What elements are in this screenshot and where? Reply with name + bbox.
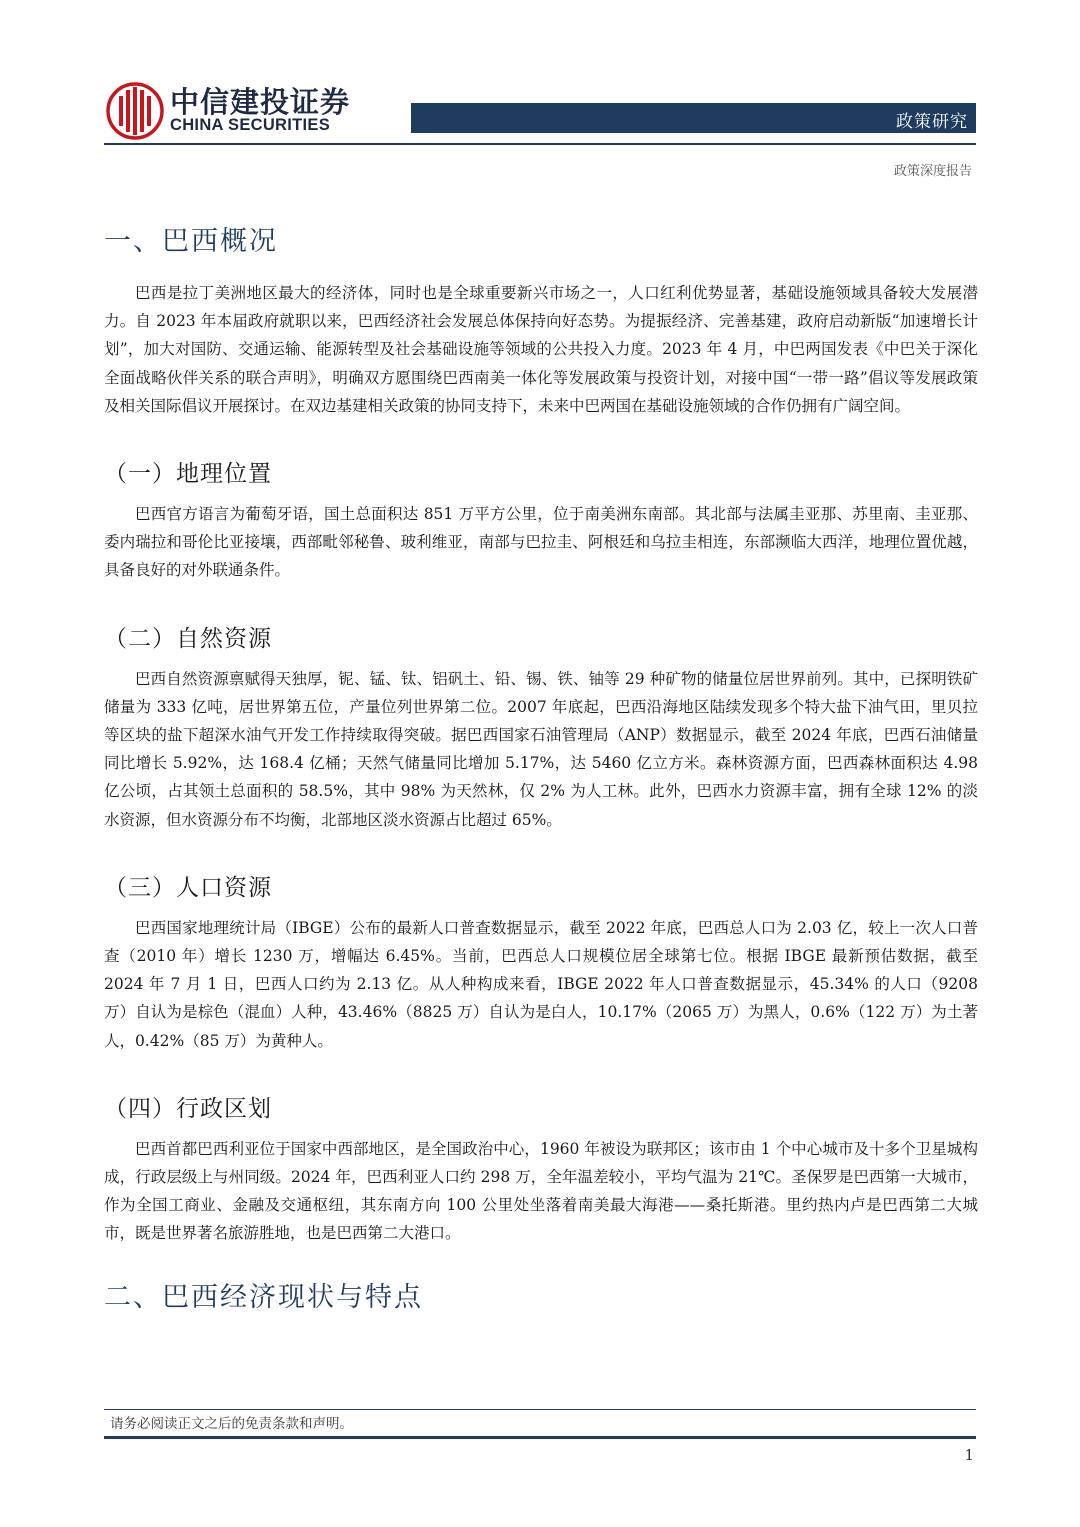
resources-paragraph: 巴西自然资源禀赋得天独厚，铌、锰、钛、铝矾土、铅、锡、铁、铀等 29 种矿物的储量位居世界前列。其中，已探明铁矿储量为 333 亿吨，居世界第五位，产量位列世界第二位。2007 年底起，巴西沿海地区陆续发现多个特大盐下油气田，里贝拉等区块的盐下超深水油气开发工作持续取得突破。据巴西国家石油管理局（ANP）数据显示，截至 2024 年底，巴西石油储量同比增长 5.92%，达 168.4 亿桶；天然气储量同比增加 5.17%，达 5460 亿立方米。森林资源方面，巴西森林面积达 4.98 亿公顷，占其领土总面积的 58.5%，其中 98% 为天然林，仅 2% 为人工林。此外，巴西水力资源丰富，拥有全球 12% 的淡水资源，但水资源分布不均衡，北部地区淡水资源占比超过 65%。: [104, 669, 978, 829]
disclaimer-note: 请务必阅读正文之后的免责条款和声明。: [110, 1416, 353, 1432]
subsection-heading-resources: （二）自然资源: [104, 625, 272, 652]
subsection-heading-geography: （一）地理位置: [104, 461, 272, 488]
main-content: [104, 222, 978, 1335]
administration-paragraph: 巴西首都巴西利亚位于国家中西部地区，是全国政治中心，1960 年被设为联邦区；该市由 1 个中心城市及十多个卫星城构成，行政层级上与州同级。2024 年，巴西利亚人口约 298 万，全年温差较小，平均气温为 21℃。圣保罗是巴西第一大城市，作为全国工商业、金融及交通枢纽，其东南方向 100 公里处坐落着南美最大海港——桑托斯港。里约热内卢是巴西第二大城市，既是世界著名旅游胜地，也是巴西第二大港口。: [104, 1139, 978, 1243]
subsection-heading-administration: （四）行政区划: [104, 1095, 272, 1122]
page-header: [0, 0, 1080, 190]
section-heading-2: 二、巴西经济现状与特点: [104, 1281, 423, 1313]
brand-name-en: CHINA SECURITIES: [170, 116, 331, 134]
page-number: 1: [964, 1446, 974, 1464]
brand-name-cn: 中信建投证券: [170, 85, 351, 119]
section-heading-1: 一、巴西概况: [104, 226, 278, 257]
overview-paragraph: 巴西是拉丁美洲地区最大的经济体，同时也是全球重要新兴市场之一，人口红利优势显著，基础设施领域具备较大发展潜力。自 2023 年本届政府就职以来，巴西经济社会发展总体保持向好态势。为提振经济、完善基建，政府启动新版“加速增长计划”，加大对国防、交通运输、能源转型及社会基础设施等领域的公共投入力度。2023 年 4 月，中巴两国发表《中巴关于深化全面战略伙伴关系的联合声明》，明确双方愿围绕巴西南美一体化等发展政策与投资计划，对接中国“一带一路”倡议等发展政策及相关国际倡议开展探讨。在双边基建相关政策的协同支持下，未来中巴两国在基础设施领域的合作仍拥有广阔空间。: [104, 284, 978, 415]
header-divider: [104, 143, 976, 145]
population-paragraph: 巴西国家地理统计局（IBGE）公布的最新人口普查数据显示，截至 2022 年底，巴西总人口为 2.03 亿，较上一次人口普查（2010 年）增长 1230 万，增幅达 6.45%。当前，巴西总人口规模位居全球第七位。根据 IBGE 最新预估数据，截至 2024 年 7 月 1 日，巴西人口约为 2.13 亿。从人种构成来看，IBGE 2022 年人口普查数据显示，45.34% 的人口（9208 万）自认为是棕色（混血）人种，43.46%（8825 万）自认为是白人，10.17%（2065 万）为黑人，0.6%（122 万）为土著人，0.42%（85 万）为黄种人。: [104, 918, 978, 1050]
geography-paragraph: 巴西官方语言为葡萄牙语，国土总面积达 851 万平方公里，位于南美洲东南部。其北部与法属圭亚那、苏里南、圭亚那、委内瑞拉和哥伦比亚接壤，西部毗邻秘鲁、玻利维亚，南部与巴拉圭、阿根廷和乌拉圭相连，东部濒临大西洋，地理位置优越，具备良好的对外联通条件。: [104, 505, 978, 580]
footer-divider-bottom: [104, 1436, 976, 1439]
subsection-heading-population: （三）人口资源: [104, 874, 272, 901]
footer-divider-top: [104, 1409, 976, 1410]
section-label: 政策研究: [896, 112, 968, 132]
report-type: 政策深度报告: [893, 164, 972, 179]
china-securities-logo-icon: [106, 82, 164, 140]
section-banner: [411, 103, 976, 133]
